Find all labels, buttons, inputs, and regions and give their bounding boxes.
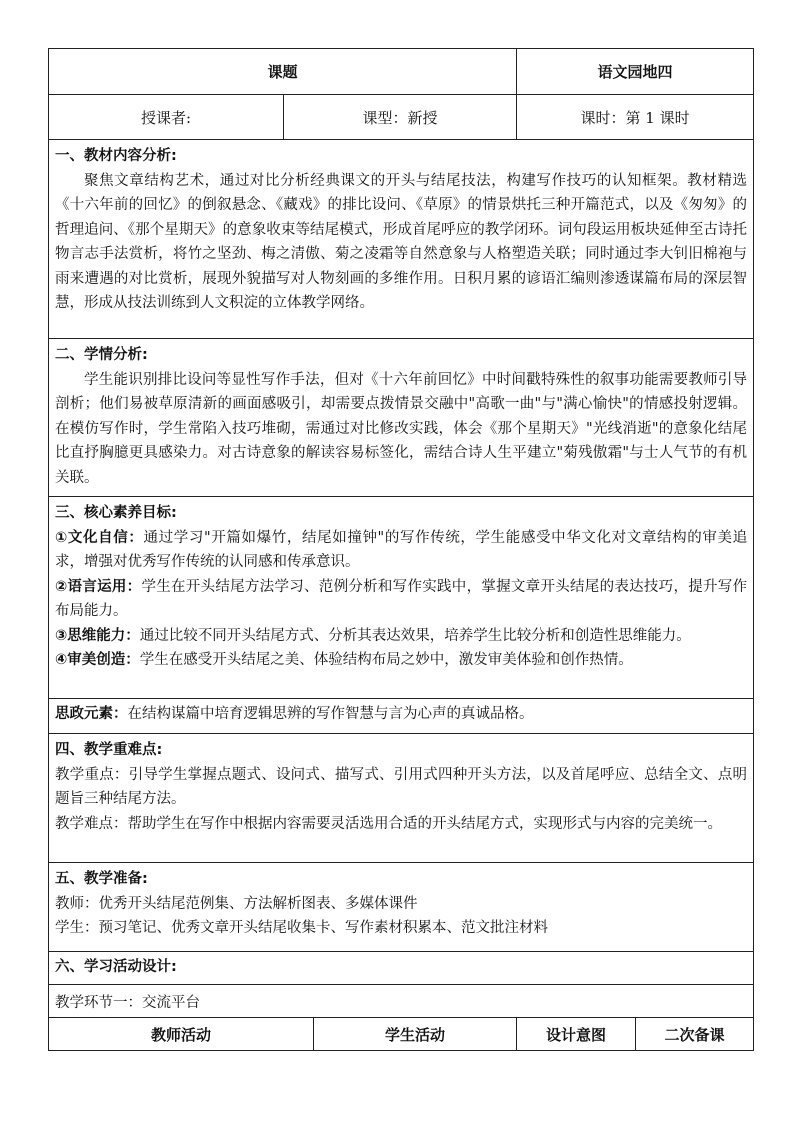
keypoints-difficulty: 教学难点：帮助学生在写作中根据内容需要灵活选用合适的开头结尾方式，实现形式与内容的完美统一。 [55, 815, 722, 832]
lesson-plan-sheet [48, 48, 753, 1051]
activities-heading-row [49, 952, 754, 985]
goal-culture-label: ①文化自信： [55, 529, 144, 546]
activities-step1: 教学环节一：交流平台 [49, 985, 754, 1018]
goal-language-label: ②语言运用： [55, 578, 142, 595]
info-row [49, 95, 754, 140]
column-teacher-activity: 教师活动 [49, 1018, 314, 1051]
keypoints-heading: 四、教学重难点: [55, 742, 163, 758]
goal-language [55, 575, 747, 624]
goal-culture [55, 526, 747, 575]
goal-culture-text: 通过学习"开篇如爆竹，结尾如撞钟"的写作传统，学生能感受中华文化对文章结构的审美追求，增强对优秀写作传统的认同感和传承意识。 [55, 529, 748, 570]
goal-thinking-text: 通过比较不同开头结尾方式、分析其表达效果，培养学生比较分析和创造性思维能力。 [139, 627, 691, 644]
goals-section [49, 497, 754, 699]
students-body: 学生能识别排比设问等显性写作手法，但对《十六年前回忆》中时间戳特殊性的叙事功能需要教师引导剖析；他们易被草原清新的画面感吸引，却需要点拨情景交融中"高歌一曲"与"满心愉快"的情感投射逻辑。在模仿写作时，学生常陷入技巧堆砌，需通过对比修改实践，体会《那个星期天》"光线消逝"的意象化结尾比直抒胸臆更具感染力。对古诗意象的解读容易标签化，需结合诗人生平建立"菊残傲霜"与士人气节的有机关联。 [55, 371, 748, 486]
ideology-text: 在结构谋篇中培育逻辑思辨的写作智慧与言为心声的真诚品格。 [127, 706, 534, 722]
preparation-teacher: 教师：优秀开头结尾范例集、方法解析图表、多媒体课件 [55, 895, 418, 912]
material-heading: 一、教材内容分析: [55, 148, 177, 164]
students-section [49, 339, 754, 497]
activities-heading: 六、学习活动设计: [55, 959, 177, 975]
ideology-section [49, 699, 754, 734]
material-section [49, 140, 754, 339]
preparation-student: 学生：预习笔记、优秀文章开头结尾收集卡、写作素材积累本、范文批注材料 [55, 920, 548, 936]
column-design-intent: 设计意图 [517, 1018, 636, 1051]
title-row [49, 49, 754, 95]
activities-columns-row [49, 1018, 754, 1051]
goal-thinking-label: ③思维能力： [55, 627, 140, 644]
goal-thinking [55, 624, 747, 649]
column-student-activity: 学生活动 [314, 1018, 517, 1051]
goal-aesthetic-text: 学生在感受开头结尾之美、体验结构布局之妙中，激发审美体验和创作热情。 [139, 652, 633, 668]
lesson-plan-table [48, 48, 754, 1051]
goal-aesthetic [55, 648, 747, 673]
activities-step-row [49, 985, 754, 1018]
students-heading: 二、学情分析: [55, 347, 148, 363]
goal-language-text: 学生在开头结尾方法学习、范例分析和写作实践中，掌握文章开头结尾的表达技巧，提升写作布局能力。 [55, 578, 748, 619]
lesson-hours: 课时：第 1 课时 [517, 95, 754, 140]
goal-aesthetic-label: ④审美创造： [55, 652, 140, 668]
material-body: 聚焦文章结构艺术，通过对比分析经典课文的开头与结尾技法，构建写作技巧的认知框架。教材精选《十六年前的回忆》的倒叙悬念、《藏戏》的排比设问、《草原》的情景烘托三种开篇范式，以及《匆匆》的哲理追问、《那个星期天》的意象收束等结尾模式，形成首尾呼应的教学闭环。词句段运用板块延伸至古诗托物言志手法赏析，将竹之坚劲、梅之清傲、菊之凌霜等自然意象与人格塑造关联；同时通过李大钊旧棉袍与雨来遭遇的对比赏析，展现外貌描写对人物刻画的多维作用。日积月累的谚语汇编则渗透谋篇布局的深层智慧，形成从技法训练到人文积淀的立体教学网络。 [55, 172, 748, 311]
topic-label: 课题 [49, 49, 517, 95]
keypoints-section [49, 734, 754, 863]
preparation-heading: 五、教学准备: [55, 871, 148, 887]
ideology-label: 思政元素： [55, 706, 128, 722]
keypoints-focus: 教学重点：引导学生掌握点题式、设问式、描写式、引用式四种开头方法，以及首尾呼应、总结全文、点明题旨三种结尾方法。 [55, 766, 748, 807]
column-second-prep: 二次备课 [636, 1018, 754, 1051]
lesson-type: 课型：新授 [284, 95, 517, 140]
preparation-section [49, 863, 754, 952]
teacher-label: 授课者: [49, 95, 284, 140]
goals-heading: 三、核心素养目标: [55, 505, 177, 521]
topic-value: 语文园地四 [517, 49, 754, 95]
